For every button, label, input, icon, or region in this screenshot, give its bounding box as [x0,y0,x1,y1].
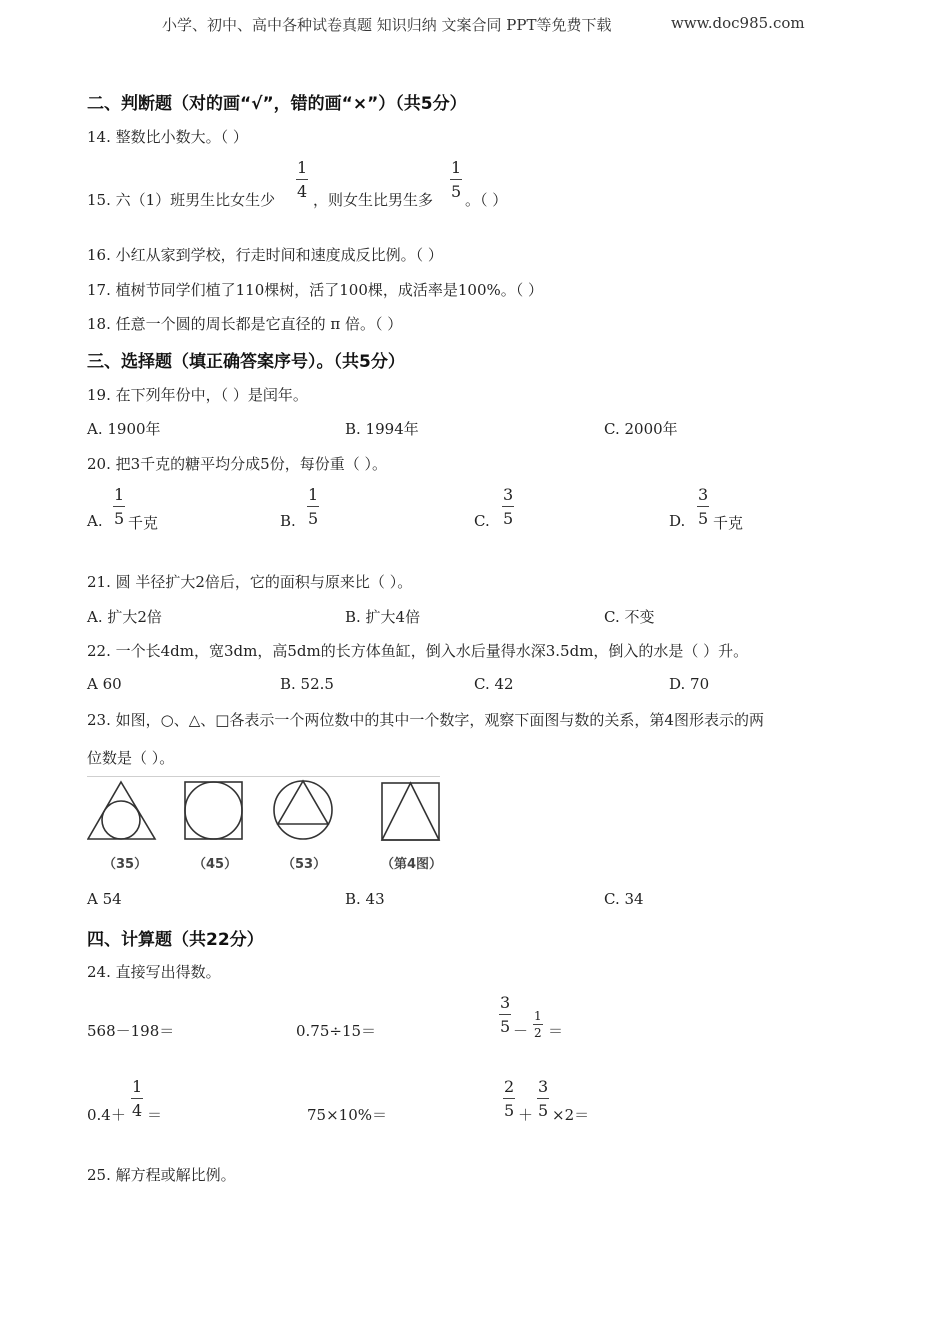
section-3-title: 三、选择题（填正确答案序号）。（共5分） [87,352,405,372]
question-18: 18. 任意一个圆的周长都是它直径的 π 倍。（ ） [87,315,403,333]
q20-option-d-fraction [697,487,709,527]
circle-shape-3 [274,781,332,839]
figure-top-rule [87,776,440,777]
calc-3-f2-numerator: 1 [534,1009,542,1023]
q20-d-denominator: 5 [698,509,709,528]
header-website: www.doc985.com [671,14,805,32]
q22-option-c: C. 42 [474,675,514,693]
q22-option-a: A 60 [87,675,122,693]
q20-option-c-fraction [502,487,514,527]
q20-d-numerator: 3 [697,487,709,507]
calc-4-prefix: 0.4＋ [87,1106,126,1124]
question-19: 19. 在下列年份中，（ ）是闰年。 [87,386,308,404]
calc-3-fraction-1 [499,995,511,1035]
calc-4-denominator: 4 [132,1101,143,1120]
q20-a-denominator: 5 [114,509,125,528]
q15-text-before: 15. 六（1）班男生比女生少 [87,191,276,209]
calc-1: 568－198＝ [87,1022,175,1040]
calc-6-tail: ×2＝ [552,1106,590,1124]
question-16: 16. 小红从家到学校，行走时间和速度成反比例。（ ） [87,246,443,264]
calc-2: 0.75÷15＝ [296,1022,377,1040]
figure-4-caption: （第4图） [381,857,443,872]
q15-f2-denominator: 5 [451,182,462,201]
calc-4-numerator: 1 [131,1079,143,1099]
q15-fraction-2 [450,160,462,200]
question-22: 22. 一个长4dm，宽3dm，高5dm的长方体鱼缸，倒入水后量得水深3.5dm，倒入的水是（ ）升。 [87,642,749,660]
q20-b-numerator: 1 [307,487,319,507]
q20-c-numerator: 3 [502,487,514,507]
question-14: 14. 整数比小数大。（ ） [87,128,248,146]
q23-option-a: A 54 [87,890,122,908]
question-23-line-1: 23. 如图，○、△、□各表示一个两位数中的其中一个数字，观察下面图与数的关系，第4图形表示的两 [87,711,764,729]
q15-f1-numerator: 1 [296,160,308,180]
circle-shape-2 [185,782,242,839]
figure-3-caption: （53） [282,857,327,872]
square-shape-4 [382,783,439,840]
q20-option-a-unit: 千克 [128,514,159,532]
q20-option-c-label: C. [474,512,490,530]
calc-6-f2-denominator: 5 [538,1101,549,1120]
q21-option-c: C. 不变 [604,608,655,626]
q20-option-d-label: D. [669,512,686,530]
q20-option-b-label: B. [280,512,296,530]
triangle-shape-1 [88,782,155,839]
question-17: 17. 植树节同学们植了110棵树，活了100棵，成活率是100%。（ ） [87,281,544,299]
q20-option-d-unit: 千克 [713,514,744,532]
q20-c-denominator: 5 [503,509,514,528]
calc-6-f2-numerator: 3 [537,1079,549,1099]
calc-5: 75×10%＝ [307,1106,387,1124]
calc-3-f1-numerator: 3 [499,995,511,1015]
circle-shape-1 [102,801,140,839]
calc-3-fraction-2 [533,1010,543,1039]
q22-option-b: B. 52.5 [280,675,334,693]
calc-6-fraction-2 [537,1079,549,1119]
question-20: 20. 把3千克的糖平均分成5份，每份重（ ）。 [87,455,387,473]
question-25: 25. 解方程或解比例。 [87,1166,236,1184]
q19-option-b: B. 1994年 [345,420,419,438]
q15-text-after: 。（ ） [465,191,508,209]
section-4-title: 四、计算题（共22分） [87,930,264,950]
q20-a-numerator: 1 [113,487,125,507]
q23-shapes-figure [87,778,447,850]
q15-text-mid: ，则女生比男生多 [313,191,434,209]
q15-f1-denominator: 4 [297,182,308,201]
calc-3-operator: － [513,1022,529,1040]
triangle-shape-4 [382,783,439,840]
q22-option-d: D. 70 [669,675,710,693]
calc-3-f1-denominator: 5 [500,1017,511,1036]
q15-f2-numerator: 1 [450,160,462,180]
q20-option-a-label: A. [87,512,103,530]
q23-option-b: B. 43 [345,890,385,908]
question-24: 24. 直接写出得数。 [87,963,221,981]
question-23-line-2: 位数是（ ）。 [87,749,175,767]
q20-b-denominator: 5 [308,509,319,528]
calc-3-equals: ＝ [548,1022,564,1040]
calc-6-f1-numerator: 2 [503,1079,515,1099]
calc-6-f1-denominator: 5 [504,1101,515,1120]
q19-option-c: C. 2000年 [604,420,678,438]
q21-option-b: B. 扩大4倍 [345,608,421,626]
q21-option-a: A. 扩大2倍 [87,608,162,626]
q19-option-a: A. 1900年 [87,420,161,438]
question-21: 21. 圆 半径扩大2倍后，它的面积与原来比（ ）。 [87,573,413,591]
header-banner-text: 小学、初中、高中各种试卷真题 知识归纳 文案合同 PPT等免费下载 [162,16,612,34]
q23-option-c: C. 34 [604,890,644,908]
calc-4-fraction [131,1079,143,1119]
q20-option-a-fraction [113,487,125,527]
q15-fraction-1 [296,160,308,200]
calc-6-fraction-1 [503,1079,515,1119]
calc-3-f2-denominator: 2 [534,1026,542,1040]
figure-2-caption: （45） [193,857,238,872]
q20-option-b-fraction [307,487,319,527]
calc-4-equals: ＝ [147,1106,163,1124]
calc-6-operator: ＋ [518,1106,534,1124]
section-2-title: 二、判断题（对的画“√”，错的画“×”）（共5分） [87,94,467,114]
figure-1-caption: （35） [103,857,148,872]
